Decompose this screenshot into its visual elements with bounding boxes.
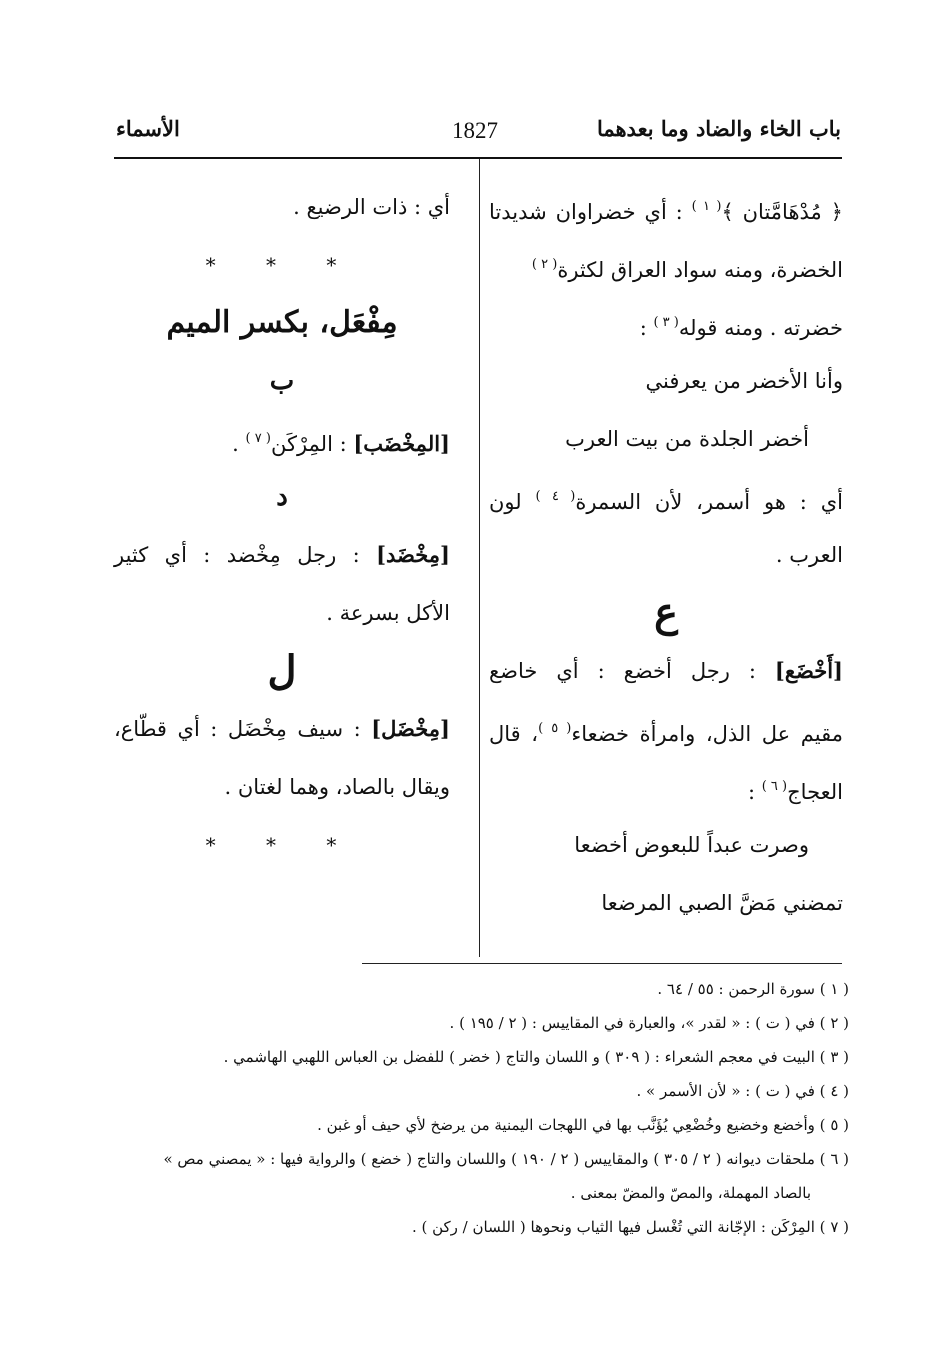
entry-line xyxy=(114,526,450,584)
footnote: ( ١ ) سورة الرحمن : ٥٥ / ٦٤ . xyxy=(657,980,849,998)
text-span: العجاج xyxy=(787,780,843,804)
text-span: مقيم عل الذل، وامرأة خضعاء xyxy=(571,722,843,746)
footnote-ref: ( ٦ ) xyxy=(761,779,788,794)
header-rule xyxy=(114,157,842,159)
text-span: : رجل مِخْضد : أي كثير xyxy=(114,543,360,567)
footnote: ( ٣ ) البيت في معجم الشعراء : ( ٣٠٩ ) و اللسان والتاج ( خضر ) للفضل بن العباس اللهبي الهاشمي . xyxy=(223,1048,849,1066)
text-span: : المِرْكَن xyxy=(270,432,347,456)
text-span: خضرته . ومنه قوله xyxy=(678,316,843,340)
text-span: . xyxy=(232,432,239,456)
text-span: : xyxy=(639,316,647,340)
text-line xyxy=(489,294,843,352)
footnote-ref: ( ٧ ) xyxy=(245,431,271,446)
text-line xyxy=(489,236,843,294)
footnote-ref: ( ٢ ) xyxy=(531,257,558,272)
letter-heading: د xyxy=(276,482,288,512)
entry-line xyxy=(489,642,843,700)
entry-headword: [مِخْضَل] xyxy=(371,716,450,741)
footnote: ( ٧ ) المِرْكَن : الإجّانة التي تُغْسل فيها الثياب ونحوها ( اللسان / ركن ) . xyxy=(411,1218,849,1236)
footnote: ( ٢ ) في ( ت ) : « لقدر »، والعبارة في المقاييس : ( ٢ / ١٩٥ ) . xyxy=(449,1014,849,1032)
footnote-ref: ( ٣ ) xyxy=(653,315,679,330)
footnote: ( ٥ ) وأخضع وخضيع وخُضْعِي يُؤَنَّب بها في اللهجات اليمنية من يرضخ لأي حيف أو غبن . xyxy=(317,1116,849,1134)
footnote-ref: ( ٤ ) xyxy=(535,489,576,504)
right-column xyxy=(489,178,843,932)
text-line xyxy=(489,758,843,816)
footnotes xyxy=(129,972,849,1244)
text-span: : أي خضراوان شديدتا xyxy=(489,200,683,224)
text-span: لون xyxy=(489,490,522,514)
letter-heading: ب xyxy=(269,366,295,396)
footnote: ( ٤ ) في ( ت ) : « لأن الأسمر » . xyxy=(636,1082,849,1100)
text-span: أي : هو أسمر، لأن السمرة xyxy=(575,490,843,514)
text-span: الخضرة، ومنه سواد العراق لكثرة xyxy=(557,258,843,282)
verse-line: تمضني مَضَّ الصبي المرضعا xyxy=(601,891,843,915)
footnote-rule xyxy=(362,963,842,964)
entry-line xyxy=(114,700,450,758)
verse-line: أخضر الجلدة من بيت العرب xyxy=(565,427,809,451)
section-separator: * * * xyxy=(205,253,359,277)
text-line: ويقال بالصاد، وهما لغتان . xyxy=(224,775,450,799)
text-line xyxy=(489,700,843,758)
letter-heading: ع xyxy=(654,589,678,636)
text-span: : رجل أخضع : أي خاضع xyxy=(489,659,756,683)
left-column xyxy=(114,178,450,874)
page-number: 1827 xyxy=(452,118,498,143)
text-span: : سيف مِخْضَل : أي قطّاع، xyxy=(114,717,361,741)
entry-headword: [مِخْضَد] xyxy=(376,542,450,567)
quran-word: ﴿ مُدْهَامَّتان ﴾ xyxy=(721,200,843,224)
text-line xyxy=(489,468,843,526)
entry-line xyxy=(114,410,450,468)
text-span: : xyxy=(747,780,756,804)
letter-heading: ل xyxy=(267,647,297,694)
section-title: مِفْعَل، بكسر الميم xyxy=(166,305,398,340)
footnote: ( ٦ ) ملحقات ديوانه ( ٢ / ٣٠٥ ) والمقاييس ( ٢ / ١٩٠ ) واللسان والتاج ( خضع ) والرواية فيها : « يمصني مص » xyxy=(163,1150,849,1168)
verse-line: وصرت عبداً للبعوض أخضعا xyxy=(574,833,809,857)
entry-headword: [أَخْضَع] xyxy=(774,658,843,683)
text-line: أي : ذات الرضيع . xyxy=(293,195,450,219)
footnote-continuation: بالصاد المهملة، والمصّ والمضّ بمعنى . xyxy=(570,1184,811,1202)
verse-line: وأنا الأخضر من يعرفني xyxy=(645,369,843,393)
footnote-ref: ( ٥ ) xyxy=(538,721,572,736)
text-line: الأكل بسرعة . xyxy=(326,601,450,625)
entry-headword: [المِخْضَب] xyxy=(353,431,450,456)
footnote-ref: ( ١ ) xyxy=(691,199,722,214)
section-separator: * * * xyxy=(205,833,359,857)
text-line xyxy=(489,178,843,236)
text-span: ، قال xyxy=(489,722,539,746)
chapter-title: باب الخاء والضاد وما بعدهما xyxy=(596,116,841,141)
text-line: العرب . xyxy=(775,543,843,567)
column-divider xyxy=(479,159,480,957)
section-name: الأسماء xyxy=(116,116,180,141)
